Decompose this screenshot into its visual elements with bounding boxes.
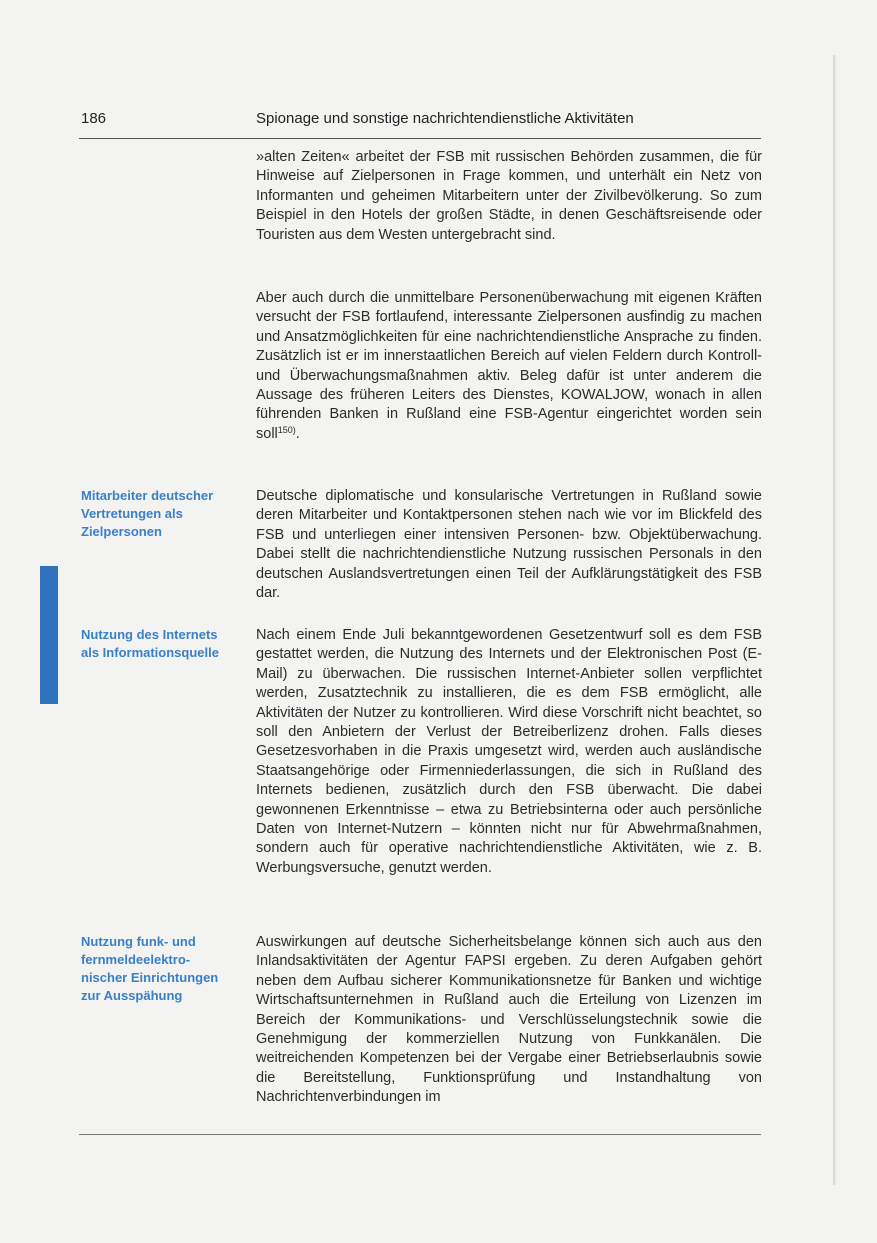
running-title: Spionage und sonstige nachrichtendienstliche Aktivitäten <box>256 110 634 127</box>
paragraph-5: Auswirkungen auf deutsche Sicherheitsbelange können sich auch aus den Inlandsaktivitäten der Agentur FAPSI ergeben. Zu deren Aufgaben gehört neben dem Aufbau sicherer Kommunikationsnetze für Banken und wichtige Wirtschaftsunternehmen in Rußland auch die Erteilung von Lizenzen im Bereich der Kommunikations- und Verschlüsselungstechnik sowie die Genehmigung der kommerziellen Nutzung von Funkkanälen. Die weitreichenden Kompetenzen bei der Vergabe einer Betriebserlaubnis sowie die Bereitstellung, Funktionsprüfung und Instandhaltung von Nachrichtenverbindungen im <box>256 934 762 1106</box>
page-header <box>79 108 761 139</box>
page-edge-shadow <box>833 55 836 1185</box>
margin-note-mitarbeiter: Mitarbeiter deutscher Vertretungen als Zielpersonen <box>81 488 214 539</box>
paragraph-2-text: Aber auch durch die unmittelbare Personenüberwachung mit eigenen Kräften versucht der FSB fortlaufend, interessante Zielpersonen ausfindig zu machen und Ansatzmöglichkeiten für eine nachrichtendienstliche Ansprache zu finden. Zusätzlich ist er im innerstaatlichen Bereich auf vielen Feldern durch Kontroll- und Überwachungsmaßnahmen aktiv. Beleg dafür ist unter anderem die Aussage des früheren Leiters des Dienstes, KOWALJOW, wonach in allen führenden Banken in Rußland eine FSB-Agentur eingerichtet worden sein soll <box>256 290 762 442</box>
paragraph-2 <box>256 289 762 444</box>
footnote-marker: 150) <box>277 424 296 435</box>
section-marker-bar <box>40 566 58 704</box>
footer-rule <box>79 1134 761 1135</box>
paragraph-4: Nach einem Ende Juli bekanntgewordenen Gesetzentwurf soll es dem FSB gestattet werden, die Nutzung des Internets und der Elektronischen Post (E-Mail) zu überwachen. Die russischen Internet-Anbieter sollen verpflichtet werden, Zusatztechnik zu installieren, die es dem FSB ermöglicht, alle Aktivitäten der Nutzer zu kontrollieren. Wird diese Vorschrift nicht beachtet, so soll den Anbietern der Verlust der Betreiberlizenz drohen. Falls dieses Gesetzesvorhaben in die Praxis umgesetzt wird, werden auch ausländische Staatsangehörige oder Firmenniederlassungen, die sich in Rußland des Internets bedienen, zusätzlich durch den FSB überwacht. Die dabei gewonnenen Erkenntnisse – etwa zu Betriebsinterna oder auch persönliche Daten von Internet-Nutzern – könnten nicht nur für Abwehrmaßnahmen, sondern auch für operative nachrichtendienstliche Aktivitäten, wie z. B. Werbungsversuche, genutzt werden. <box>256 627 762 876</box>
margin-note-funk: Nutzung funk- und fernmeldeelektronischer Einrichtungen zur Ausspähung <box>81 934 219 1003</box>
paragraph-3: Deutsche diplomatische und konsularische Vertretungen in Rußland sowie deren Mitarbeiter und Kontaktpersonen stehen nach wie vor im Blickfeld des FSB und unterliegen einer intensiven Personen- bzw. Objektüberwachung. Dabei stellt die nachrichtendienstliche Nutzung russischen Personals in den deutschen Auslandsvertretungen einen Teil der Aufklärungstätigkeit des FSB dar. <box>256 488 762 602</box>
paragraph-1: »alten Zeiten« arbeitet der FSB mit russischen Behörden zusammen, die für Hinweise auf Zielpersonen in Frage kommen, und unterhält ein Netz von Informanten und geheimen Mitarbeitern unter der Zivilbevölkerung. So zum Beispiel in den Hotels der großen Städte, in denen Geschäftsreisende oder Touristen aus dem Westen untergebracht sind. <box>256 149 762 243</box>
margin-note-internet: Nutzung des Internets als Informationsquelle <box>81 627 219 660</box>
paragraph-2-end: . <box>295 425 300 442</box>
page-number: 186 <box>81 110 107 127</box>
